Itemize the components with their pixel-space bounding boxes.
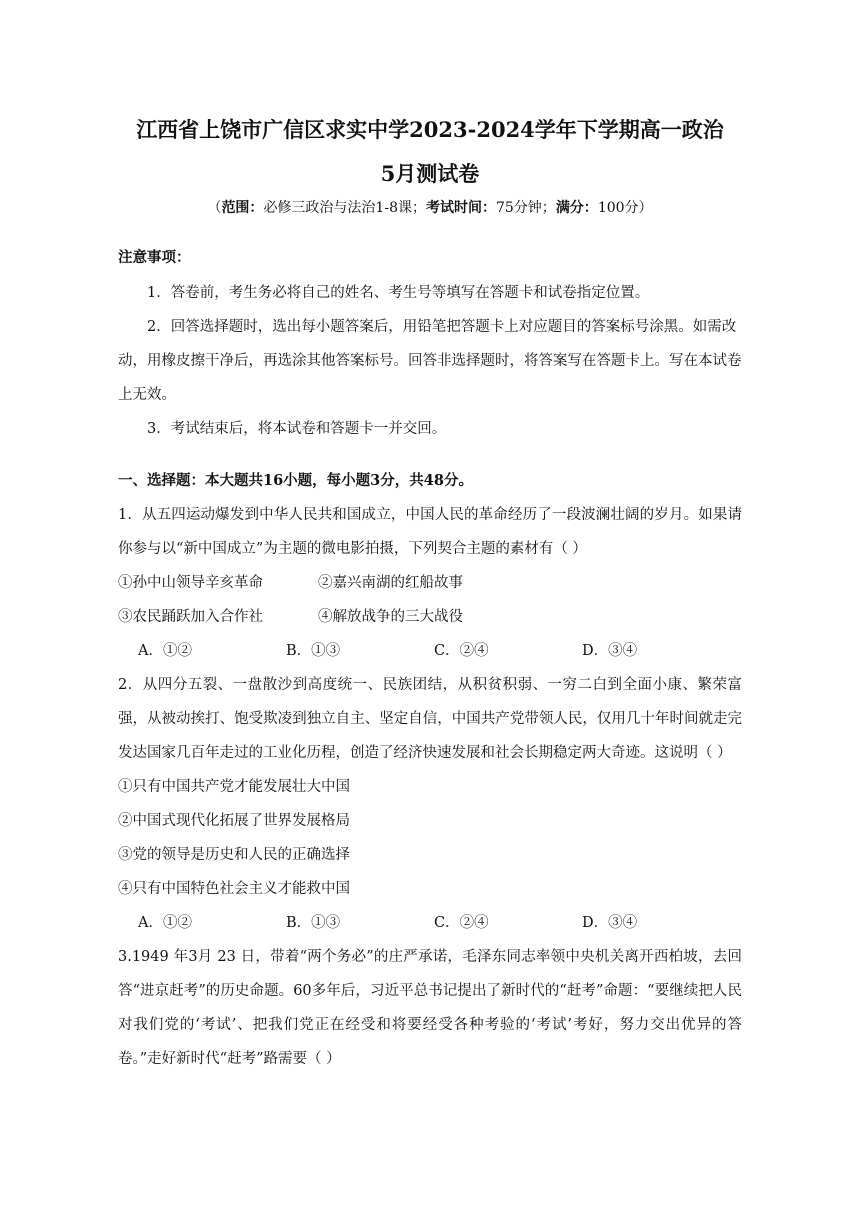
- time-value: 75分钟；: [495, 200, 556, 216]
- question-stem: 1．从五四运动爆发到中华人民共和国成立，中国人民的革命经历了一段波澜壮阔的岁月。如果请你参与以“新中国成立”为主题的微电影拍摄，下列契合主题的素材有（ ）: [118, 507, 742, 557]
- choice-a: A．①②: [138, 643, 192, 659]
- choice-a: A．①②: [138, 915, 192, 931]
- answer-choices: [118, 906, 742, 940]
- statement: ③农民踊跃加入合作社: [118, 609, 263, 625]
- note-item: 3．考试结束后，将本试卷和答题卡一并交回。: [147, 421, 447, 437]
- statement: ①只有中国共产党才能发展壮大中国: [118, 779, 350, 795]
- notes-heading: 注意事项：: [118, 249, 191, 266]
- statement: ②中国式现代化拓展了世界发展格局: [118, 813, 350, 829]
- statement-row: [118, 838, 742, 872]
- score-value: 100分: [597, 200, 639, 216]
- statement: ②嘉兴南湖的红船故事: [318, 575, 463, 591]
- question-stem: 3.1949 年3月 23 日，带着“两个务必”的庄严承诺，毛泽东同志率领中央机关离开西柏坡，去回答“进京赶考”的历史命题。60多年后，习近平总书记提出了新时代的“赶考”命题：“要继续把人民对我们党的‘考试’、把我们党正在经受和将要经受各种考验的‘考试’考好，努力交出优异的答卷。”走好新时代“赶考”路需要（ ）: [118, 949, 742, 1067]
- statement: ④只有中国特色社会主义才能救中国: [118, 881, 350, 897]
- time-label: 考试时间：: [425, 200, 496, 216]
- section-heading: 一、选择题：本大题共16小题，每小题3分，共48分。: [118, 472, 473, 489]
- statement: ①孙中山领导辛亥革命: [118, 575, 263, 591]
- exam-title-line2: 5月测试卷: [380, 161, 480, 186]
- note-item: 2．回答选择题时，选出每小题答案后，用铅笔把答题卡上对应题目的答案标号涂黑。如需改动，用橡皮擦干净后，再选涂其他答案标号。回答非选择题时，将答案写在答题卡上。写在本试卷上无效。: [118, 319, 742, 403]
- statement-row: [118, 872, 742, 906]
- statement: ④解放战争的三大战役: [318, 609, 463, 625]
- answer-choices: [118, 634, 742, 668]
- choice-b: B．①③: [286, 643, 341, 659]
- choice-b: B．①③: [286, 915, 341, 931]
- choice-d: D．③④: [582, 915, 638, 931]
- statement: ③党的领导是历史和人民的正确选择: [118, 847, 350, 863]
- choice-d: D．③④: [582, 643, 638, 659]
- question-stem: 2．从四分五裂、一盘散沙到高度统一、民族团结，从积贫积弱、一穷二白到全面小康、繁荣富强，从被动挨打、饱受欺凌到独立自主、坚定自信，中国共产党带领人民，仅用几十年时间就走完发达国家几百年走过的工业化历程，创造了经济快速发展和社会长期稳定两大奇迹。这说明（ ）: [118, 677, 742, 761]
- scope-value: 必修三政治与法治1-8课；: [263, 200, 426, 216]
- statement-row: [118, 566, 742, 600]
- score-label: 满分：: [555, 200, 598, 216]
- choice-c: C．②④: [434, 643, 489, 659]
- exam-info: （范围：必修三政治与法治1-8课；考试时间：75分钟；满分：100分）: [207, 200, 653, 216]
- statement-row: [118, 770, 742, 804]
- note-item: 1．答卷前，考生务必将自己的姓名、考生号等填写在答题卡和试卷指定位置。: [147, 285, 650, 301]
- exam-title-line1: 江西省上饶市广信区求实中学2023-2024学年下学期高一政治: [136, 117, 724, 142]
- statement-row: [118, 804, 742, 838]
- scope-label: 范围：: [221, 200, 264, 216]
- choice-c: C．②④: [434, 915, 489, 931]
- statement-row: [118, 600, 742, 634]
